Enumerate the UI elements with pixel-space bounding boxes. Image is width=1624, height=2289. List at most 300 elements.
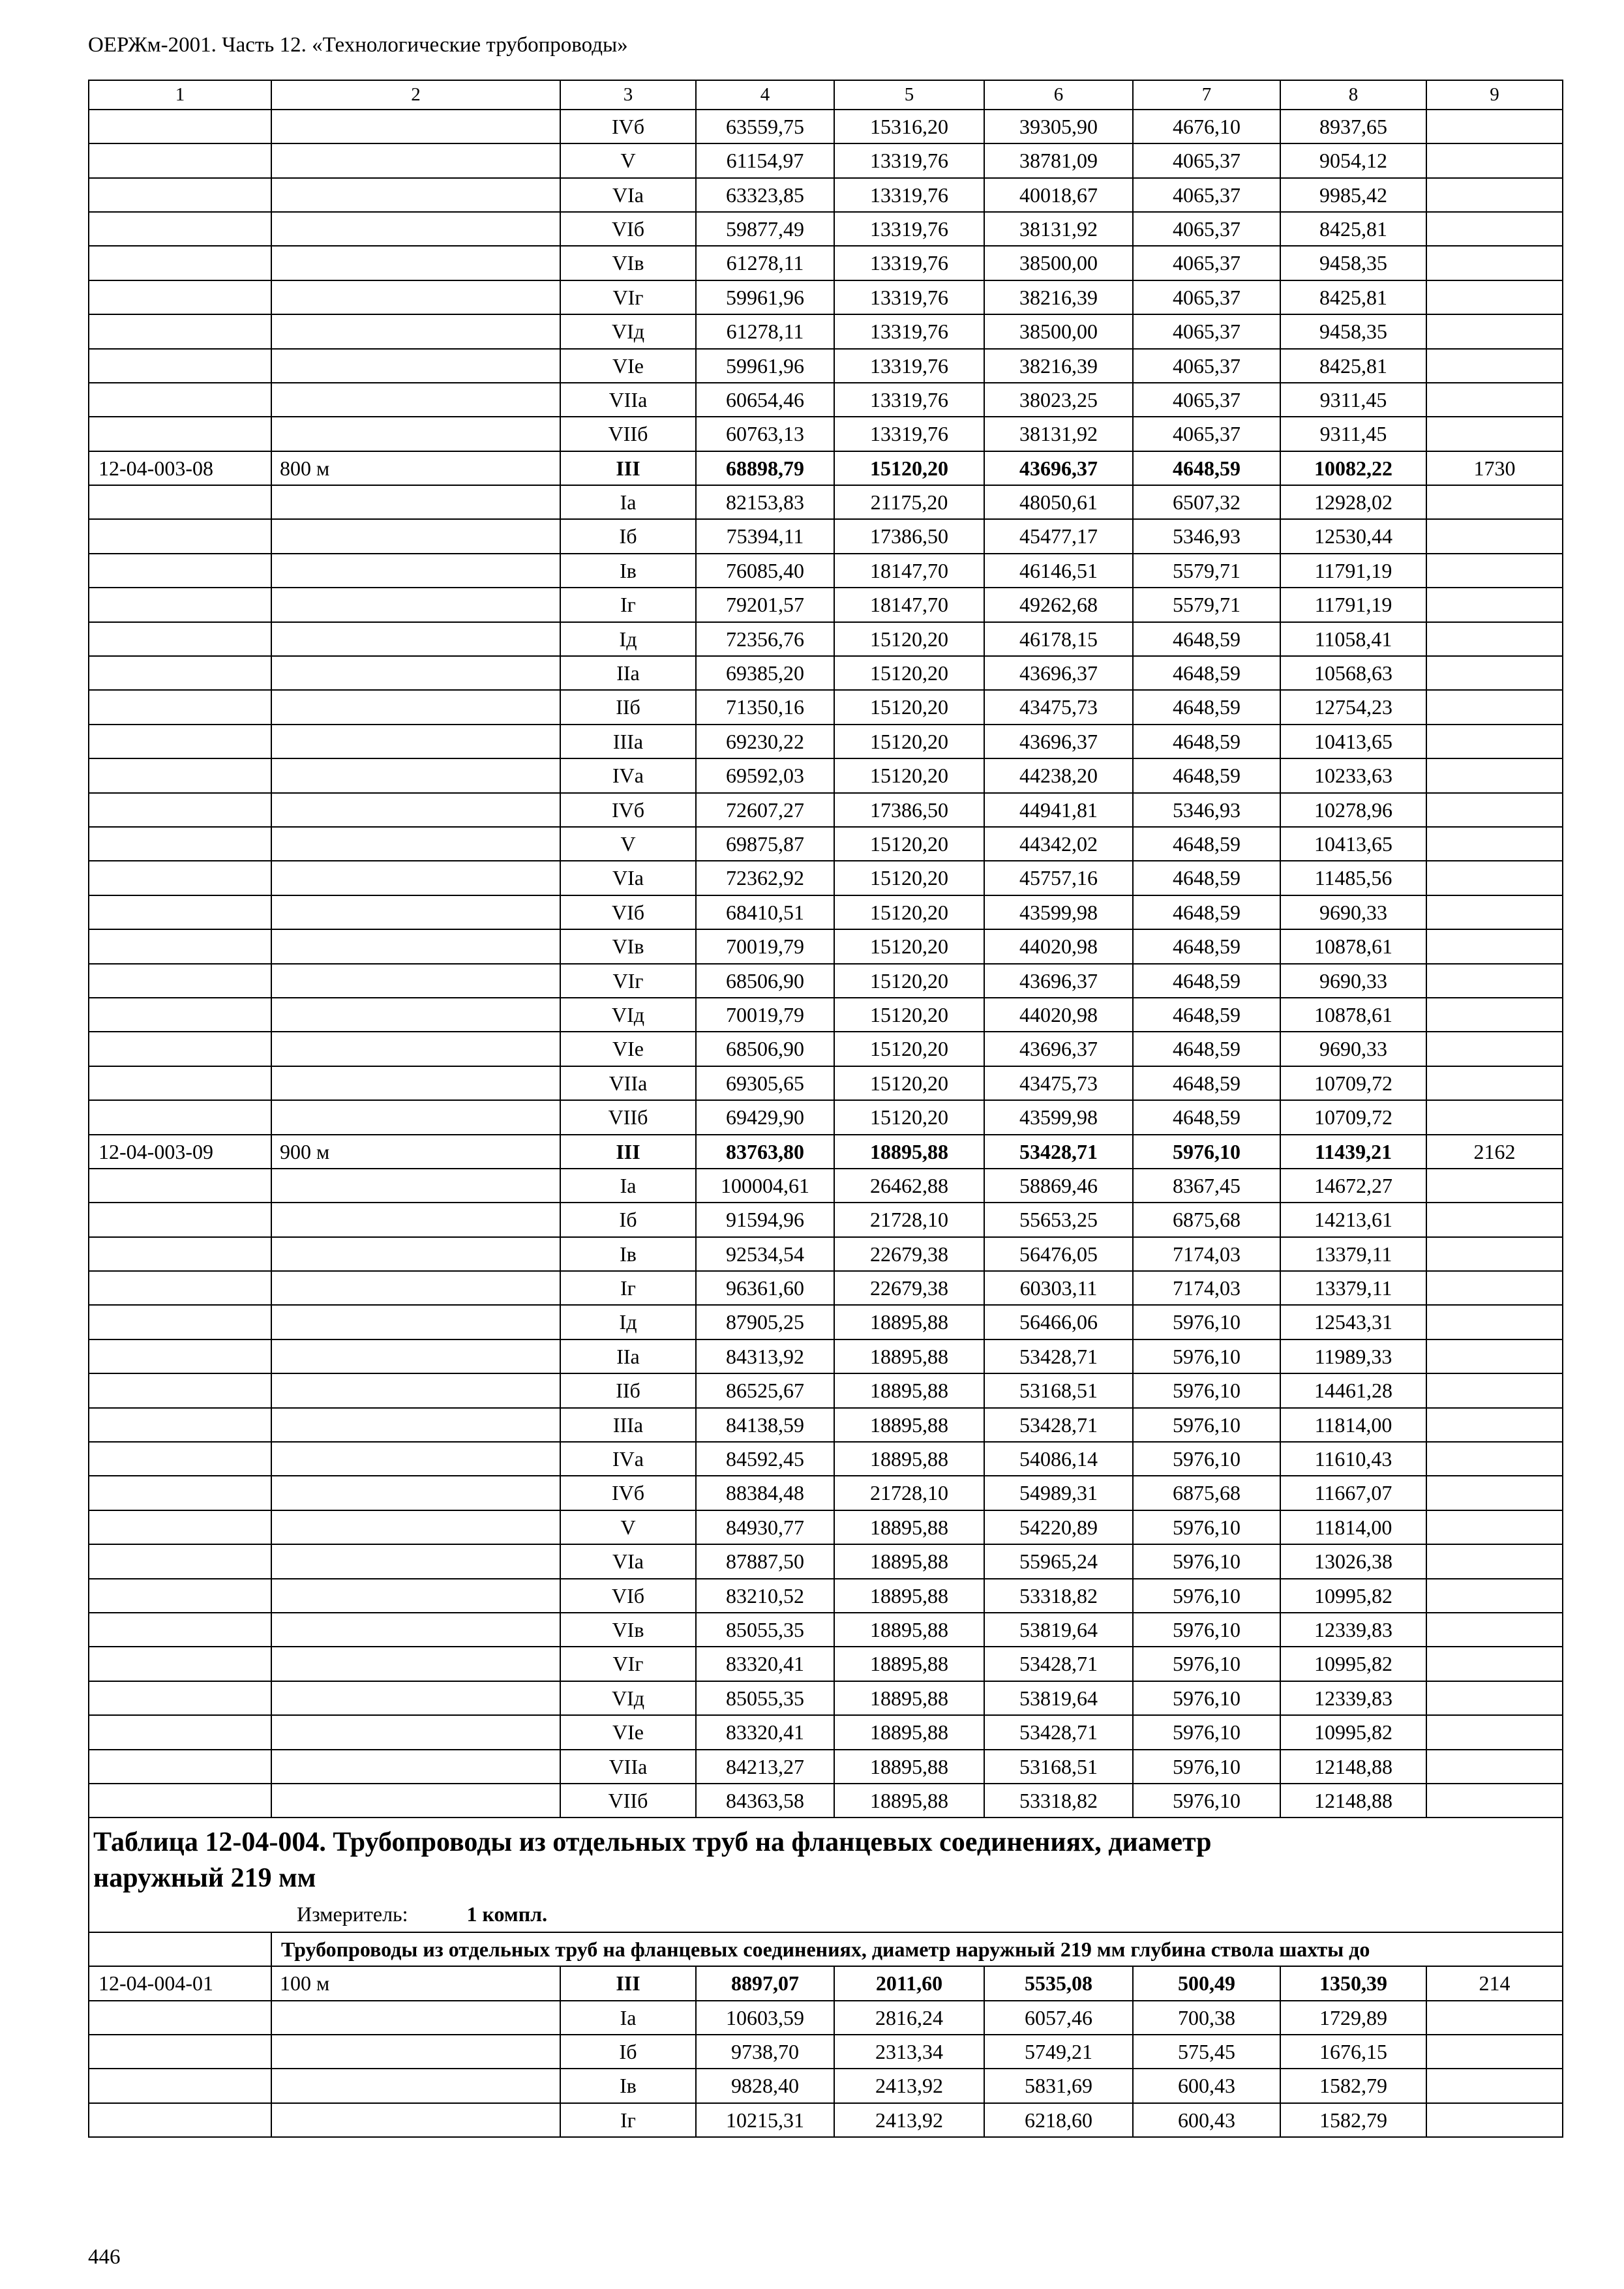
description-cell bbox=[271, 1271, 560, 1305]
value-cell-7: 4648,59 bbox=[1133, 998, 1280, 1032]
code-cell bbox=[89, 554, 271, 588]
value-cell-6: 56466,06 bbox=[984, 1305, 1133, 1339]
extra-cell-9 bbox=[1426, 212, 1563, 246]
description-cell bbox=[271, 1373, 560, 1407]
value-cell-8: 10709,72 bbox=[1280, 1100, 1426, 1134]
value-cell-6: 53318,82 bbox=[984, 1579, 1133, 1613]
description-cell bbox=[271, 1408, 560, 1442]
description-cell bbox=[271, 1647, 560, 1681]
value-cell-8: 10709,72 bbox=[1280, 1066, 1426, 1100]
table-title-row bbox=[89, 1818, 1563, 1898]
value-cell-5: 21175,20 bbox=[834, 485, 984, 519]
extra-cell-9 bbox=[1426, 964, 1563, 998]
value-cell-5: 18895,88 bbox=[834, 1408, 984, 1442]
table-row bbox=[89, 417, 1563, 451]
value-cell-5: 15120,20 bbox=[834, 827, 984, 861]
value-cell-7: 4648,59 bbox=[1133, 758, 1280, 792]
description-cell bbox=[271, 895, 560, 929]
table-row bbox=[89, 1237, 1563, 1271]
value-cell-8: 10878,61 bbox=[1280, 929, 1426, 963]
value-cell-5: 2413,92 bbox=[834, 2103, 984, 2137]
code-cell bbox=[89, 1442, 271, 1476]
code-cell bbox=[89, 1784, 271, 1818]
extra-cell-9 bbox=[1426, 1100, 1563, 1134]
value-cell-8: 12754,23 bbox=[1280, 690, 1426, 724]
value-cell-7: 4065,37 bbox=[1133, 246, 1280, 280]
value-cell-8: 11667,07 bbox=[1280, 1476, 1426, 1510]
code-cell bbox=[89, 827, 271, 861]
value-cell-4: 75394,11 bbox=[696, 519, 834, 553]
extra-cell-9 bbox=[1426, 1408, 1563, 1442]
extra-cell-9 bbox=[1426, 314, 1563, 348]
value-cell-4: 9828,40 bbox=[696, 2069, 834, 2102]
category-cell: Iд bbox=[560, 622, 696, 656]
value-cell-8: 9458,35 bbox=[1280, 246, 1426, 280]
value-cell-4: 69385,20 bbox=[696, 656, 834, 690]
value-cell-5: 22679,38 bbox=[834, 1271, 984, 1305]
code-cell bbox=[89, 998, 271, 1032]
value-cell-6: 48050,61 bbox=[984, 485, 1133, 519]
value-cell-8: 12148,88 bbox=[1280, 1784, 1426, 1818]
code-cell bbox=[89, 895, 271, 929]
value-cell-6: 54989,31 bbox=[984, 1476, 1133, 1510]
code-cell bbox=[89, 656, 271, 690]
value-cell-6: 43599,98 bbox=[984, 1100, 1133, 1134]
table-row bbox=[89, 1442, 1563, 1476]
description-cell bbox=[271, 1203, 560, 1236]
description-cell bbox=[271, 280, 560, 314]
description-cell bbox=[271, 212, 560, 246]
value-cell-4: 59877,49 bbox=[696, 212, 834, 246]
description-cell bbox=[271, 758, 560, 792]
extra-cell-9 bbox=[1426, 1373, 1563, 1407]
extra-cell-9 bbox=[1426, 2069, 1563, 2102]
table-title-cell bbox=[89, 1818, 1563, 1898]
value-cell-7: 4648,59 bbox=[1133, 451, 1280, 485]
code-cell bbox=[89, 1271, 271, 1305]
extra-cell-9 bbox=[1426, 622, 1563, 656]
value-cell-5: 15120,20 bbox=[834, 964, 984, 998]
value-cell-6: 53819,64 bbox=[984, 1681, 1133, 1715]
value-cell-7: 5976,10 bbox=[1133, 1408, 1280, 1442]
value-cell-4: 85055,35 bbox=[696, 1613, 834, 1647]
category-cell: VIд bbox=[560, 998, 696, 1032]
value-cell-6: 45477,17 bbox=[984, 519, 1133, 553]
table-row bbox=[89, 1613, 1563, 1647]
code-cell bbox=[89, 1681, 271, 1715]
extra-cell-9 bbox=[1426, 690, 1563, 724]
description-cell: 100 м bbox=[271, 1966, 560, 2000]
description-cell bbox=[271, 2001, 560, 2035]
extra-cell-9 bbox=[1426, 554, 1563, 588]
value-cell-6: 38216,39 bbox=[984, 349, 1133, 383]
value-cell-4: 69875,87 bbox=[696, 827, 834, 861]
category-cell: VIб bbox=[560, 895, 696, 929]
value-cell-6: 49262,68 bbox=[984, 588, 1133, 621]
extra-cell-9 bbox=[1426, 1169, 1563, 1203]
value-cell-8: 12928,02 bbox=[1280, 485, 1426, 519]
category-cell: Iв bbox=[560, 554, 696, 588]
description-cell bbox=[271, 314, 560, 348]
category-cell: V bbox=[560, 827, 696, 861]
value-cell-8: 12339,83 bbox=[1280, 1613, 1426, 1647]
value-cell-7: 4648,59 bbox=[1133, 895, 1280, 929]
value-cell-5: 15120,20 bbox=[834, 861, 984, 895]
value-cell-5: 13319,76 bbox=[834, 417, 984, 451]
value-cell-8: 11814,00 bbox=[1280, 1510, 1426, 1544]
value-cell-7: 5976,10 bbox=[1133, 1442, 1280, 1476]
value-cell-4: 8897,07 bbox=[696, 1966, 834, 2000]
value-cell-6: 55965,24 bbox=[984, 1544, 1133, 1578]
value-cell-4: 68506,90 bbox=[696, 964, 834, 998]
value-cell-4: 76085,40 bbox=[696, 554, 834, 588]
value-cell-5: 15120,20 bbox=[834, 725, 984, 758]
value-cell-4: 86525,67 bbox=[696, 1373, 834, 1407]
value-cell-8: 11485,56 bbox=[1280, 861, 1426, 895]
value-cell-7: 4648,59 bbox=[1133, 1032, 1280, 1066]
table-row bbox=[89, 1476, 1563, 1510]
category-cell: IVа bbox=[560, 758, 696, 792]
extra-cell-9 bbox=[1426, 758, 1563, 792]
value-cell-4: 92534,54 bbox=[696, 1237, 834, 1271]
value-cell-4: 84363,58 bbox=[696, 1784, 834, 1818]
value-cell-5: 18895,88 bbox=[834, 1750, 984, 1784]
category-cell: IIб bbox=[560, 690, 696, 724]
value-cell-4: 96361,60 bbox=[696, 1271, 834, 1305]
value-cell-6: 44238,20 bbox=[984, 758, 1133, 792]
value-cell-5: 18895,88 bbox=[834, 1510, 984, 1544]
izmeritel-row bbox=[89, 1899, 1563, 1932]
value-cell-5: 15120,20 bbox=[834, 929, 984, 963]
value-cell-4: 87887,50 bbox=[696, 1544, 834, 1578]
category-cell: Iд bbox=[560, 1305, 696, 1339]
code-cell bbox=[89, 1544, 271, 1578]
value-cell-4: 61278,11 bbox=[696, 246, 834, 280]
value-cell-6: 38023,25 bbox=[984, 383, 1133, 417]
table-row bbox=[89, 895, 1563, 929]
value-cell-8: 8425,81 bbox=[1280, 280, 1426, 314]
description-cell bbox=[271, 1442, 560, 1476]
value-cell-7: 5976,10 bbox=[1133, 1135, 1280, 1169]
extra-cell-9 bbox=[1426, 793, 1563, 827]
extra-cell-9 bbox=[1426, 588, 1563, 621]
description-cell bbox=[271, 485, 560, 519]
description-cell bbox=[271, 1613, 560, 1647]
table-row bbox=[89, 1135, 1563, 1169]
value-cell-8: 10413,65 bbox=[1280, 725, 1426, 758]
value-cell-6: 53428,71 bbox=[984, 1408, 1133, 1442]
value-cell-6: 53428,71 bbox=[984, 1647, 1133, 1681]
value-cell-7: 5976,10 bbox=[1133, 1784, 1280, 1818]
table-row bbox=[89, 1066, 1563, 1100]
value-cell-5: 13319,76 bbox=[834, 143, 984, 177]
value-cell-4: 72356,76 bbox=[696, 622, 834, 656]
value-cell-8: 1729,89 bbox=[1280, 2001, 1426, 2035]
value-cell-7: 4648,59 bbox=[1133, 725, 1280, 758]
code-cell bbox=[89, 793, 271, 827]
value-cell-6: 38500,00 bbox=[984, 314, 1133, 348]
extra-cell-9 bbox=[1426, 1339, 1563, 1373]
value-cell-8: 10878,61 bbox=[1280, 998, 1426, 1032]
table-rows bbox=[89, 110, 1563, 2137]
value-cell-7: 4648,59 bbox=[1133, 622, 1280, 656]
description-cell bbox=[271, 725, 560, 758]
value-cell-5: 26462,88 bbox=[834, 1169, 984, 1203]
value-cell-8: 13379,11 bbox=[1280, 1271, 1426, 1305]
table-row bbox=[89, 1510, 1563, 1544]
code-cell bbox=[89, 2069, 271, 2102]
table-row bbox=[89, 2103, 1563, 2137]
column-header: 6 bbox=[984, 80, 1133, 110]
value-cell-7: 4676,10 bbox=[1133, 110, 1280, 143]
category-cell: Iб bbox=[560, 1203, 696, 1236]
category-cell: VIб bbox=[560, 1579, 696, 1613]
category-cell: III bbox=[560, 451, 696, 485]
value-cell-7: 4065,37 bbox=[1133, 417, 1280, 451]
code-cell bbox=[89, 1203, 271, 1236]
value-cell-8: 10278,96 bbox=[1280, 793, 1426, 827]
value-cell-8: 8937,65 bbox=[1280, 110, 1426, 143]
table-row bbox=[89, 178, 1563, 212]
value-cell-4: 70019,79 bbox=[696, 998, 834, 1032]
code-cell bbox=[89, 1305, 271, 1339]
extra-cell-9 bbox=[1426, 1066, 1563, 1100]
extra-cell-9 bbox=[1426, 519, 1563, 553]
code-cell bbox=[89, 588, 271, 621]
category-cell: VIа bbox=[560, 861, 696, 895]
value-cell-5: 18895,88 bbox=[834, 1715, 984, 1749]
value-cell-4: 91594,96 bbox=[696, 1203, 834, 1236]
extra-cell-9 bbox=[1426, 656, 1563, 690]
extra-cell-9 bbox=[1426, 1544, 1563, 1578]
value-cell-8: 9458,35 bbox=[1280, 314, 1426, 348]
value-cell-5: 18147,70 bbox=[834, 554, 984, 588]
value-cell-5: 15120,20 bbox=[834, 1066, 984, 1100]
code-cell bbox=[89, 1476, 271, 1510]
code-cell bbox=[89, 2035, 271, 2069]
value-cell-5: 15120,20 bbox=[834, 758, 984, 792]
value-cell-7: 4648,59 bbox=[1133, 1100, 1280, 1134]
value-cell-8: 9311,45 bbox=[1280, 417, 1426, 451]
extra-cell-9 bbox=[1426, 417, 1563, 451]
code-cell: 12-04-003-09 bbox=[89, 1135, 271, 1169]
value-cell-5: 13319,76 bbox=[834, 178, 984, 212]
table-row bbox=[89, 485, 1563, 519]
value-cell-6: 44020,98 bbox=[984, 929, 1133, 963]
value-cell-4: 10215,31 bbox=[696, 2103, 834, 2137]
value-cell-5: 13319,76 bbox=[834, 280, 984, 314]
value-cell-8: 11791,19 bbox=[1280, 554, 1426, 588]
description-cell bbox=[271, 1169, 560, 1203]
value-cell-8: 9690,33 bbox=[1280, 1032, 1426, 1066]
category-cell: VIв bbox=[560, 929, 696, 963]
category-cell: Iв bbox=[560, 2069, 696, 2102]
value-cell-8: 12543,31 bbox=[1280, 1305, 1426, 1339]
value-cell-8: 10995,82 bbox=[1280, 1647, 1426, 1681]
value-cell-4: 69230,22 bbox=[696, 725, 834, 758]
description-cell bbox=[271, 1237, 560, 1271]
description-cell bbox=[271, 417, 560, 451]
extra-cell-9 bbox=[1426, 1715, 1563, 1749]
extra-cell-9 bbox=[1426, 143, 1563, 177]
extra-cell-9: 2162 bbox=[1426, 1135, 1563, 1169]
code-cell bbox=[89, 1373, 271, 1407]
value-cell-7: 5976,10 bbox=[1133, 1510, 1280, 1544]
category-cell: Iб bbox=[560, 519, 696, 553]
category-cell: Iг bbox=[560, 588, 696, 621]
category-cell: IVа bbox=[560, 1442, 696, 1476]
value-cell-7: 5579,71 bbox=[1133, 588, 1280, 621]
value-cell-5: 18895,88 bbox=[834, 1647, 984, 1681]
table-row bbox=[89, 1579, 1563, 1613]
code-cell bbox=[89, 178, 271, 212]
value-cell-7: 6507,32 bbox=[1133, 485, 1280, 519]
code-cell bbox=[89, 212, 271, 246]
table-row bbox=[89, 1203, 1563, 1236]
code-cell bbox=[89, 725, 271, 758]
value-cell-6: 53428,71 bbox=[984, 1339, 1133, 1373]
value-cell-8: 9054,12 bbox=[1280, 143, 1426, 177]
value-cell-8: 9311,45 bbox=[1280, 383, 1426, 417]
value-cell-6: 5749,21 bbox=[984, 2035, 1133, 2069]
category-cell: IIа bbox=[560, 1339, 696, 1373]
description-cell bbox=[271, 1100, 560, 1134]
value-cell-8: 11610,43 bbox=[1280, 1442, 1426, 1476]
column-header-row bbox=[89, 80, 1563, 110]
value-cell-8: 10233,63 bbox=[1280, 758, 1426, 792]
extra-cell-9 bbox=[1426, 1510, 1563, 1544]
category-cell: VIIа bbox=[560, 383, 696, 417]
table-row bbox=[89, 1681, 1563, 1715]
extra-cell-9 bbox=[1426, 349, 1563, 383]
izmeritel-label: Измеритель: bbox=[297, 1902, 408, 1926]
value-cell-7: 5976,10 bbox=[1133, 1613, 1280, 1647]
value-cell-8: 13026,38 bbox=[1280, 1544, 1426, 1578]
value-cell-8: 12530,44 bbox=[1280, 519, 1426, 553]
extra-cell-9 bbox=[1426, 178, 1563, 212]
value-cell-5: 21728,10 bbox=[834, 1476, 984, 1510]
table-row bbox=[89, 827, 1563, 861]
value-cell-4: 69305,65 bbox=[696, 1066, 834, 1100]
value-cell-5: 21728,10 bbox=[834, 1203, 984, 1236]
value-cell-6: 39305,90 bbox=[984, 110, 1133, 143]
value-cell-6: 43696,37 bbox=[984, 964, 1133, 998]
document-header-title: ОЕРЖм-2001. Часть 12. «Технологические трубопроводы» bbox=[88, 33, 628, 57]
extra-cell-9 bbox=[1426, 2035, 1563, 2069]
extra-cell-9 bbox=[1426, 1750, 1563, 1784]
value-cell-8: 1582,79 bbox=[1280, 2103, 1426, 2137]
category-cell: Iа bbox=[560, 1169, 696, 1203]
value-cell-4: 82153,83 bbox=[696, 485, 834, 519]
category-cell: IVб bbox=[560, 110, 696, 143]
extra-cell-9 bbox=[1426, 246, 1563, 280]
value-cell-8: 10082,22 bbox=[1280, 451, 1426, 485]
extra-cell-9 bbox=[1426, 1647, 1563, 1681]
value-cell-6: 58869,46 bbox=[984, 1169, 1133, 1203]
description-cell bbox=[271, 246, 560, 280]
table-row bbox=[89, 1339, 1563, 1373]
value-cell-8: 1350,39 bbox=[1280, 1966, 1426, 2000]
value-cell-8: 1676,15 bbox=[1280, 2035, 1426, 2069]
extra-cell-9 bbox=[1426, 2103, 1563, 2137]
value-cell-6: 53318,82 bbox=[984, 1784, 1133, 1818]
value-cell-4: 63559,75 bbox=[696, 110, 834, 143]
table-title-text: Таблица 12-04-004. Трубопроводы из отдельных труб на фланцевых соединениях, диаметр наружный 219 мм bbox=[93, 1827, 1212, 1893]
value-cell-5: 15120,20 bbox=[834, 895, 984, 929]
category-cell: V bbox=[560, 1510, 696, 1544]
value-cell-7: 8367,45 bbox=[1133, 1169, 1280, 1203]
category-cell: VIа bbox=[560, 1544, 696, 1578]
value-cell-6: 55653,25 bbox=[984, 1203, 1133, 1236]
extra-cell-9 bbox=[1426, 1784, 1563, 1818]
extra-cell-9 bbox=[1426, 1271, 1563, 1305]
code-cell bbox=[89, 1237, 271, 1271]
category-cell: VIIа bbox=[560, 1066, 696, 1100]
value-cell-5: 18895,88 bbox=[834, 1373, 984, 1407]
value-cell-7: 5346,93 bbox=[1133, 793, 1280, 827]
value-cell-4: 84313,92 bbox=[696, 1339, 834, 1373]
table-row bbox=[89, 1169, 1563, 1203]
value-cell-4: 68410,51 bbox=[696, 895, 834, 929]
value-cell-8: 1582,79 bbox=[1280, 2069, 1426, 2102]
value-cell-5: 18895,88 bbox=[834, 1305, 984, 1339]
code-cell: 12-04-003-08 bbox=[89, 451, 271, 485]
column-header: 7 bbox=[1133, 80, 1280, 110]
table-row bbox=[89, 2001, 1563, 2035]
code-cell bbox=[89, 1066, 271, 1100]
category-cell: IVб bbox=[560, 793, 696, 827]
description-cell bbox=[271, 656, 560, 690]
value-cell-5: 15120,20 bbox=[834, 622, 984, 656]
value-cell-7: 7174,03 bbox=[1133, 1237, 1280, 1271]
table-row bbox=[89, 280, 1563, 314]
value-cell-6: 40018,67 bbox=[984, 178, 1133, 212]
value-cell-7: 4648,59 bbox=[1133, 861, 1280, 895]
code-cell bbox=[89, 1715, 271, 1749]
value-cell-7: 5976,10 bbox=[1133, 1305, 1280, 1339]
value-cell-5: 17386,50 bbox=[834, 793, 984, 827]
value-cell-7: 4648,59 bbox=[1133, 929, 1280, 963]
category-cell: VIг bbox=[560, 1647, 696, 1681]
value-cell-6: 6218,60 bbox=[984, 2103, 1133, 2137]
value-cell-4: 72607,27 bbox=[696, 793, 834, 827]
table-row bbox=[89, 349, 1563, 383]
value-cell-5: 15120,20 bbox=[834, 690, 984, 724]
description-cell bbox=[271, 178, 560, 212]
value-cell-6: 46146,51 bbox=[984, 554, 1133, 588]
column-header: 5 bbox=[834, 80, 984, 110]
code-cell bbox=[89, 2001, 271, 2035]
table-row bbox=[89, 2069, 1563, 2102]
code-cell bbox=[89, 622, 271, 656]
value-cell-7: 575,45 bbox=[1133, 2035, 1280, 2069]
description-cell bbox=[271, 964, 560, 998]
category-cell: VIв bbox=[560, 1613, 696, 1647]
value-cell-6: 53428,71 bbox=[984, 1715, 1133, 1749]
value-cell-7: 4065,37 bbox=[1133, 383, 1280, 417]
group-subheader-text: Трубопроводы из отдельных труб на фланцевых соединениях, диаметр наружный 219 мм глубина ствола шахты до bbox=[281, 1937, 1370, 1961]
value-cell-4: 79201,57 bbox=[696, 588, 834, 621]
table-row bbox=[89, 588, 1563, 621]
value-cell-4: 83210,52 bbox=[696, 1579, 834, 1613]
description-cell bbox=[271, 588, 560, 621]
value-cell-4: 100004,61 bbox=[696, 1169, 834, 1203]
description-cell bbox=[271, 2035, 560, 2069]
category-cell: VIе bbox=[560, 1032, 696, 1066]
description-cell bbox=[271, 929, 560, 963]
value-cell-6: 43475,73 bbox=[984, 1066, 1133, 1100]
value-cell-5: 18895,88 bbox=[834, 1339, 984, 1373]
